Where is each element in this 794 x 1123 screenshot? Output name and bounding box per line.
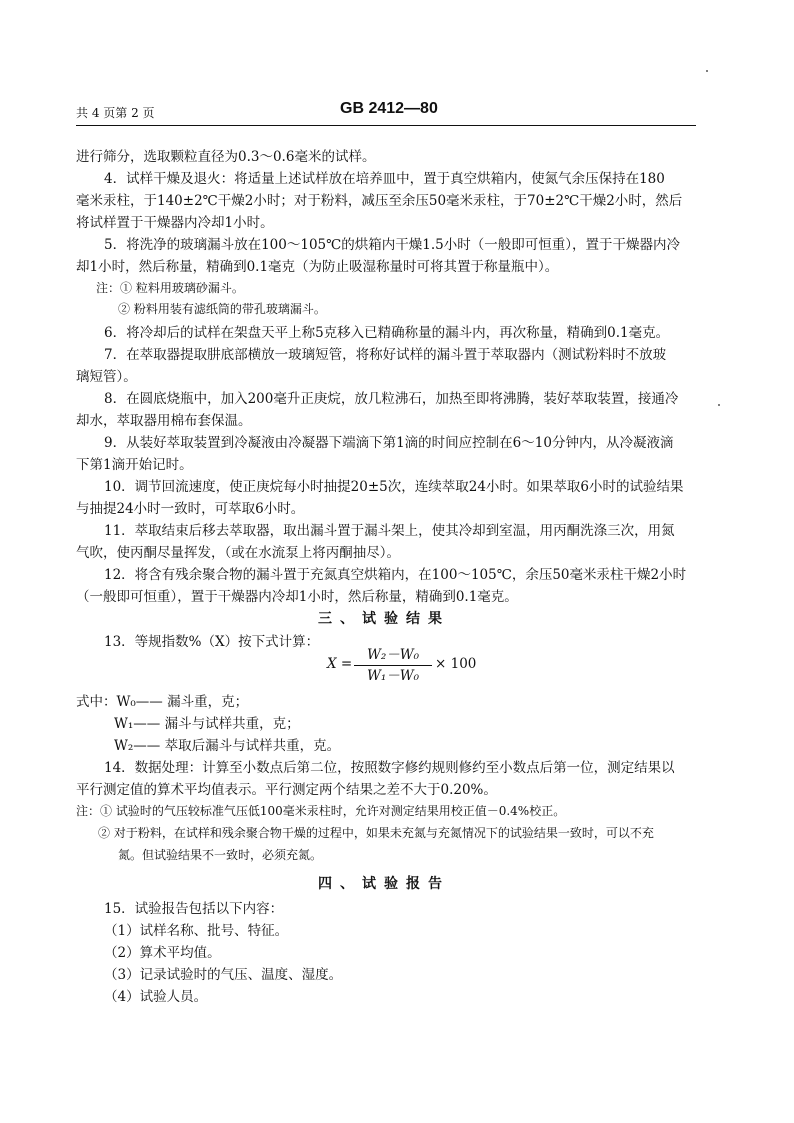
where-line: W₂—— 萃取后漏斗与试样共重，克。 bbox=[114, 738, 341, 754]
text-line: 却1小时，然后称量，精确到0.1毫克（为防止吸湿称量时可将其置于称量瓶中）。 bbox=[76, 259, 559, 275]
where-line: 式中：W₀—— 漏斗重，克； bbox=[76, 694, 249, 710]
section-title-results: 三、试验结果 bbox=[318, 611, 450, 627]
list-item: （4）试验人员。 bbox=[104, 989, 208, 1005]
page-info: 共 4 页第 2 页 bbox=[76, 106, 155, 120]
note-line: ② 粉料用装有滤纸筒的带孔玻璃漏斗。 bbox=[118, 302, 326, 316]
list-item: （3）记录试验时的气压、温度、湿度。 bbox=[104, 967, 343, 983]
scan-speck bbox=[718, 404, 720, 406]
text-line: 5．将洗净的玻璃漏斗放在100～105℃的烘箱内干燥1.5小时（一般即可恒重），置于干燥器内冷 bbox=[104, 237, 680, 253]
text-line: 下第1滴开始记时。 bbox=[76, 457, 193, 473]
formula-numerator: W₂－W₀ bbox=[366, 647, 420, 663]
scan-speck bbox=[706, 70, 708, 72]
text-line: 将试样置于干燥器内冷却1小时。 bbox=[76, 215, 274, 231]
section-title-report: 四、试验报告 bbox=[318, 876, 450, 892]
standard-code: GB 2412—80 bbox=[340, 100, 438, 117]
note-line: 氮。但试验结果不一致时，必须充氮。 bbox=[118, 848, 323, 862]
text-line: 6．将冷却后的试样在架盘天平上称5克移入已精确称量的漏斗内，再次称量，精确到0.1毫克。 bbox=[104, 325, 670, 341]
formula-fraction bbox=[354, 646, 432, 685]
text-line: （一般即可恒重），置于干燥器内冷却1小时，然后称量，精确到0.1毫克。 bbox=[76, 589, 518, 605]
where-line: W₁—— 漏斗与试样共重，克； bbox=[114, 716, 300, 732]
list-item: （2）算术平均值。 bbox=[104, 945, 221, 961]
text-line: 与抽提24小时一致时，可萃取6小时。 bbox=[76, 501, 305, 517]
text-line: 12．将含有残余聚合物的漏斗置于充氮真空烘箱内，在100～105℃，余压50毫米汞柱干燥2小时 bbox=[104, 567, 687, 583]
text-line: 7．在萃取器提取肼底部横放一玻璃短管，将称好试样的漏斗置于萃取器内（测试粉料时不放玻 bbox=[104, 347, 667, 363]
fraction-bar bbox=[354, 665, 432, 666]
list-item: （1）试样名称、批号、特征。 bbox=[104, 923, 289, 939]
formula-denominator: W₁－W₀ bbox=[366, 668, 420, 684]
text-line: 却水，萃取器用棉布套保温。 bbox=[76, 413, 252, 429]
text-line: 8．在圆底烧瓶中，加入200毫升正庚烷，放几粒沸石，加热至即将沸腾，装好萃取装置，接通冷 bbox=[104, 391, 679, 407]
text-line: 14．数据处理：计算至小数点后第二位，按照数字修约规则修约至小数点后第一位，测定结果以 bbox=[104, 760, 675, 776]
text-line: 进行筛分，选取颗粒直径为0.3～0.6毫米的试样。 bbox=[76, 149, 376, 165]
text-line: 11．萃取结束后移去萃取器，取出漏斗置于漏斗架上，使其冷却到室温，用丙酮洗涤三次，用氮 bbox=[104, 523, 675, 539]
note-line: 注：① 粒料用玻璃砂漏斗。 bbox=[96, 281, 244, 295]
header-rule bbox=[76, 125, 696, 126]
text-line: 毫米汞柱，于140±2℃干燥2小时；对于粉料，减压至余压50毫米汞柱，于70±2℃干燥2小时，然后 bbox=[76, 193, 683, 209]
text-line: 气吹，使丙酮尽量挥发，（或在水流泵上将丙酮抽尽）。 bbox=[76, 545, 400, 561]
text-line: 璃短管）。 bbox=[76, 369, 137, 385]
formula-factor: × 100 bbox=[435, 656, 477, 672]
note-line: ② 对于粉料，在试样和残余聚合物干燥的过程中，如果未充氮与充氮情况下的试验结果一致时，可以不充 bbox=[98, 826, 654, 840]
formula-lhs: X = bbox=[327, 656, 353, 672]
text-line: 15．试验报告包括以下内容： bbox=[104, 901, 284, 917]
text-line: 4．试样干燥及退火：将适量上述试样放在培养皿中，置于真空烘箱内，使氮气余压保持在180 bbox=[104, 171, 665, 187]
text-line: 9．从装好萃取装置到冷凝液由冷凝器下端滴下第1滴的时间应控制在6～10分钟内，从冷凝液滴 bbox=[104, 435, 674, 451]
text-line: 10．调节回流速度，使正庚烷每小时抽提20±5次，连续萃取24小时。如果萃取6小时的试验结果 bbox=[104, 479, 684, 495]
note-line: 注：① 试验时的气压较标准气压低100毫米汞柱时，允许对测定结果用校正值－0.4%校正。 bbox=[76, 804, 566, 818]
text-line: 13．等规指数%（X）按下式计算： bbox=[104, 634, 320, 650]
text-line: 平行测定值的算术平均值表示。平行测定两个结果之差不大于0.20%。 bbox=[76, 782, 497, 798]
